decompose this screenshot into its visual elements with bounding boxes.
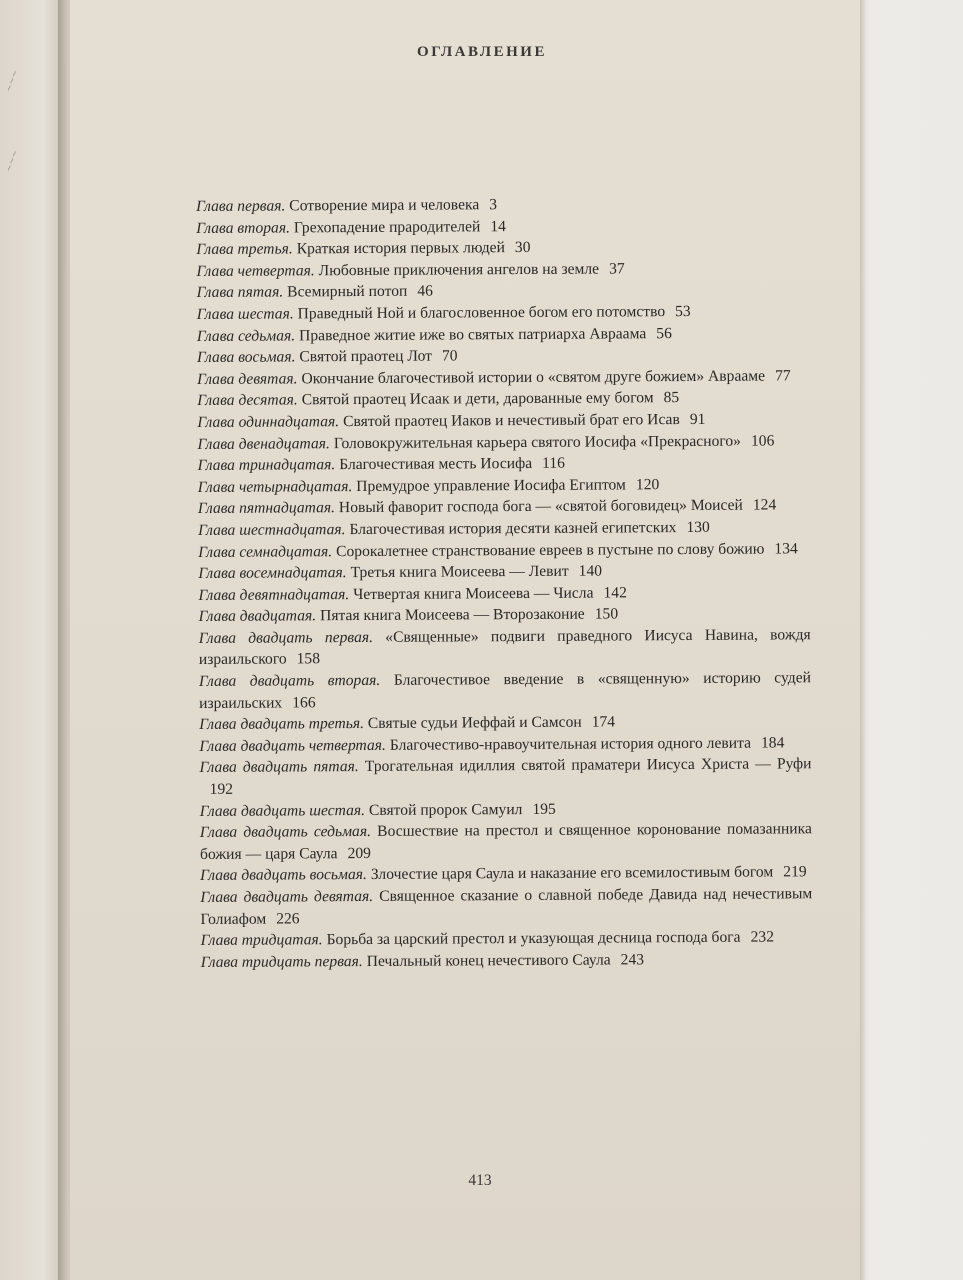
toc-entry-title: Четвертая книга Моисеева — Числа: [353, 584, 594, 603]
book-page: [70, 0, 860, 1280]
toc-entry-page: 85: [663, 389, 680, 407]
toc-entry-chapter: Глава двадцать третья.: [199, 715, 365, 734]
toc-entry-chapter: Глава двадцать первая.: [198, 628, 374, 647]
toc-entry-title: Святой праотец Исаак и дети, дарованные ему богом: [301, 389, 654, 409]
toc-entry-page: 142: [603, 584, 627, 602]
previous-page-edge: [0, 0, 62, 1280]
toc-entry: [200, 926, 812, 951]
toc-entry-page: 226: [276, 909, 300, 928]
toc-entry-title: Сотворение мира и человека: [289, 196, 480, 215]
toc-entry: [199, 624, 811, 671]
toc-entry-chapter: Глава восемнадцатая.: [198, 564, 347, 583]
toc-entry-chapter: Глава девятая.: [197, 370, 298, 388]
toc-entry-title: Сорокалетнее странствование евреев в пустыне по слову божию: [336, 540, 765, 560]
toc-entry-chapter: Глава десятая.: [197, 391, 298, 410]
toc-entry-title: Трогательная идиллия святой праматери Иисуса Христа — Руфи: [364, 755, 812, 776]
toc-entry-title: Благочестивая история десяти казней египетских: [349, 518, 677, 538]
toc-entry-title: Всемирный потоп: [287, 283, 408, 301]
toc-entry-title: Благочестивая месть Иосифа: [339, 455, 533, 474]
toc-entry-page: 124: [752, 496, 777, 514]
toc-entry-chapter: Глава первая.: [196, 197, 286, 215]
toc-entry-chapter: Глава восьмая.: [196, 348, 296, 367]
toc-entry-chapter: Глава седьмая.: [196, 326, 296, 345]
previous-page-scrap: ~~~: [4, 148, 22, 174]
toc-entry-page: 106: [750, 432, 775, 450]
toc-entry-chapter: Глава двадцатая.: [198, 607, 317, 626]
toc-entry-chapter: Глава семнадцатая.: [198, 542, 333, 561]
toc-entry-title: Святой пророк Самуил: [368, 800, 523, 819]
toc-entry-page: 30: [514, 239, 531, 257]
toc-entry-page: 130: [686, 518, 710, 536]
toc-list: [196, 192, 813, 973]
toc-entry-title: Восшествие на престол и священное коронование помазанника божия — царя Саула: [199, 820, 812, 863]
toc-entry-page: 77: [775, 367, 791, 385]
toc-entry-title: Борьба за царский престол и указующая десница господа бога: [326, 928, 741, 949]
toc-entry-page: 14: [490, 217, 506, 235]
toc-entry-page: 209: [347, 844, 371, 862]
toc-entry-chapter: Глава шестая.: [196, 305, 294, 323]
page-edge: [860, 0, 866, 1280]
toc-entry-page: 150: [594, 605, 619, 623]
toc-entry-title: Праведное житие иже во святых патриарха Авраама: [299, 324, 647, 344]
toc-entry-chapter: Глава шестнадцатая.: [197, 520, 346, 539]
toc-entry-page: 53: [675, 302, 691, 321]
toc-entry-title: Святой праотец Иаков и нечестивый брат его Исав: [343, 410, 680, 431]
toc-entry-chapter: Глава двадцать вторая.: [198, 671, 381, 691]
toc-entry-chapter: Глава девятнадцатая.: [198, 585, 350, 604]
toc-entry-title: Головокружительная карьера святого Иосифа «Прекрасного»: [333, 432, 741, 452]
toc-entry-chapter: Глава пятая.: [196, 283, 284, 302]
toc-entry: [197, 430, 809, 455]
toc-entry-title: Святые судьи Иеффай и Самсон: [367, 713, 582, 733]
toc-entry: [199, 754, 811, 801]
toc-entry-chapter: Глава двенадцатая.: [197, 434, 330, 453]
toc-entry-page: 134: [774, 539, 798, 557]
toc-entry-chapter: Глава тринадцатая.: [197, 456, 336, 475]
toc-entry-page: 192: [209, 780, 234, 798]
toc-entry-title: Грехопадение прародителей: [293, 217, 481, 236]
toc-entry-title: Благочестивое введение в «священную» историю судей израильских: [199, 669, 812, 712]
toc-entry-title: Печальный конец нечестивого Саула: [366, 951, 611, 970]
toc-entry-page: 70: [441, 347, 458, 365]
toc-entry: [198, 538, 810, 563]
previous-page-scrap: ~~~: [4, 68, 22, 94]
toc-entry-title: Новый фаворит господа бога — «святой боговидец» Моисей: [338, 496, 743, 517]
toc-entry-chapter: Глава двадцать седьмая.: [199, 823, 372, 842]
toc-entry-chapter: Глава двадцать четвертая.: [199, 736, 386, 755]
toc-entry-page: 158: [296, 650, 321, 668]
toc-entry-title: Любовные приключения ангелов на земле: [318, 260, 600, 280]
toc-entry-page: 120: [635, 475, 660, 494]
toc-entry-page: 195: [532, 800, 556, 818]
toc-entry-page: 166: [292, 693, 316, 712]
toc-entry-title: Злочестие царя Саула и наказание его всемилостивым богом: [370, 863, 774, 884]
toc-entry-page: 91: [689, 410, 706, 428]
toc-entry-page: 219: [783, 863, 807, 881]
toc-heading: ОГЛАВЛЕНИЕ: [417, 44, 547, 60]
toc-entry-title: Окончание благочестивой истории о «святом друге божием» Аврааме: [301, 367, 766, 388]
toc-entry-chapter: Глава четвертая.: [196, 262, 315, 280]
toc-entry-chapter: Глава вторая.: [196, 219, 291, 237]
toc-entry-page: 243: [620, 951, 645, 969]
toc-entry-chapter: Глава двадцать восьмая.: [200, 866, 367, 885]
toc-entry-page: 140: [578, 562, 603, 580]
toc-entry-page: 116: [542, 454, 565, 473]
toc-entry-title: Третья книга Моисеева — Левит: [350, 562, 569, 582]
toc-entry-chapter: Глава двадцать пятая.: [199, 758, 359, 777]
toc-entry-page: 46: [417, 282, 433, 301]
toc-entry-page: 56: [656, 324, 672, 342]
toc-entry: [200, 818, 812, 865]
toc-entry-chapter: Глава тридцатая.: [200, 931, 323, 950]
toc-entry-chapter: Глава третья.: [196, 240, 293, 259]
toc-entry-chapter: Глава двадцать девятая.: [200, 887, 374, 906]
toc-entry: [198, 495, 810, 520]
toc-entry-chapter: Глава четырнадцатая.: [197, 477, 353, 496]
toc-entry-page: 3: [489, 196, 498, 214]
page-number: 413: [468, 1172, 492, 1189]
toc-entry-chapter: Глава одиннадцатая.: [197, 413, 340, 431]
toc-entry-title: Пятая книга Моисеева — Второзаконие: [320, 605, 585, 625]
toc-entry-page: 37: [609, 260, 625, 278]
toc-entry-page: 174: [591, 713, 616, 731]
toc-entry-title: Премудрое управление Иосифа Египтом: [356, 476, 626, 495]
toc-entry-chapter: Глава пятнадцатая.: [197, 499, 336, 518]
toc-entry-title: «Священные» подвиги праведного Иисуса Навина, вождя израильского: [198, 626, 811, 669]
toc-entry-title: Священное сказание о славной победе Давида над нечестивым Голиафом: [200, 885, 813, 928]
toc-entry-chapter: Глава тридцать первая.: [200, 952, 363, 971]
toc-entry: [197, 365, 809, 390]
toc-entry: [199, 667, 811, 714]
toc-entry-title: Краткая история первых людей: [296, 239, 505, 258]
toc-entry-title: Святой праотец Лот: [299, 347, 433, 366]
toc-entry-title: Благочестиво-нравоучительная история одного левита: [389, 734, 752, 754]
toc-entry-page: 232: [750, 928, 775, 946]
toc-entry: [201, 948, 813, 973]
toc-entry-title: Праведный Ной и благословенное богом его потомство: [297, 303, 666, 323]
toc-entry: [200, 883, 812, 930]
toc-entry-chapter: Глава двадцать шестая.: [199, 801, 366, 820]
toc-entry-page: 184: [760, 734, 785, 752]
